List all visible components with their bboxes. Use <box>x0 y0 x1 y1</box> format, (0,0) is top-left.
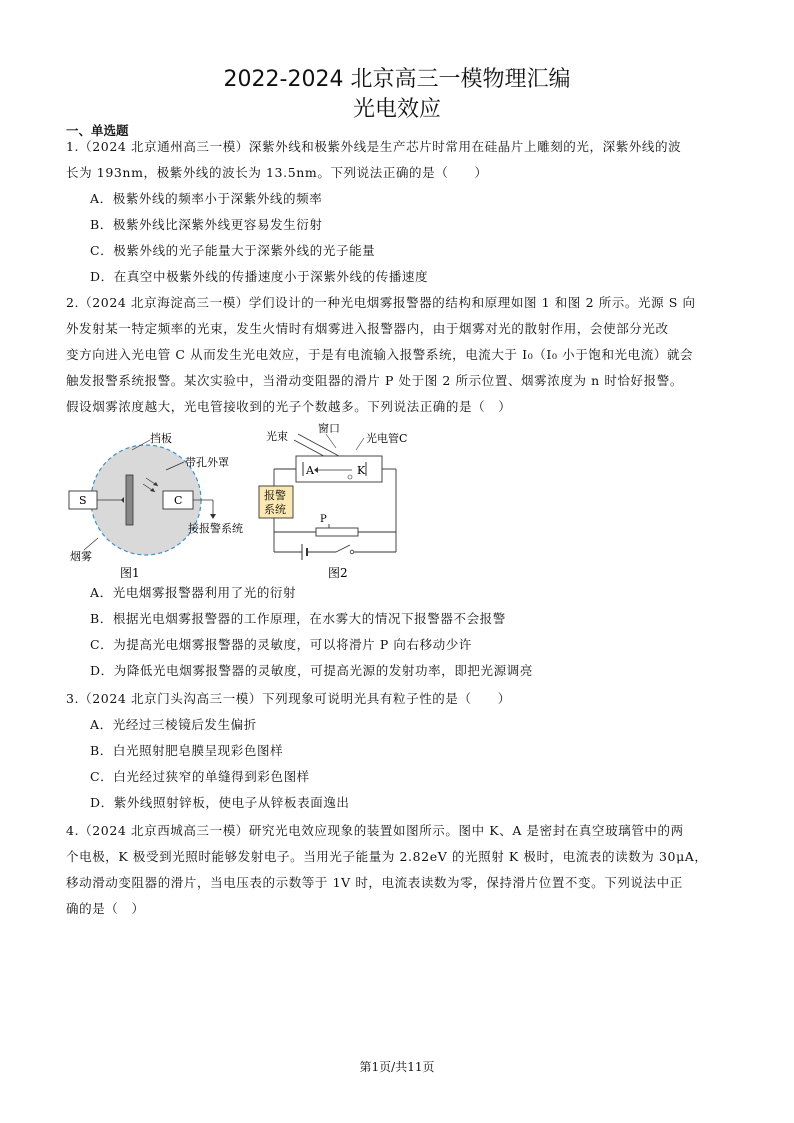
label-anode: A <box>306 464 314 477</box>
question-2-line: 2.（2024 北京海淀高三一模）学们设计的一种光电烟雾报警器的结构和原理如图 1 和图 2 所示。光源 S 向 <box>66 295 696 310</box>
figure-2 <box>259 421 407 580</box>
label-smoke: 烟雾 <box>70 550 92 563</box>
question-1-option-b: B．极紫外线比深紫外线更容易发生衍射 <box>90 217 323 232</box>
figure-1 <box>69 431 243 580</box>
question-4-line: 个电极，K 极受到光照时能够发射电子。当用光子能量为 2.82eV 的光照射 K 极时，电流表的读数为 30μA， <box>66 849 708 864</box>
question-2 <box>66 290 732 420</box>
question-3-line: 3.（2024 北京门头沟高三一模）下列现象可说明光具有粒子性的是（ ） <box>66 691 511 706</box>
question-2-line: 触发报警系统报警。某次实验中，当滑动变阻器的滑片 P 处于图 2 所示位置、烟雾浓度为 n 时恰好报警。 <box>66 373 683 388</box>
rheostat <box>316 528 358 536</box>
question-1 <box>66 134 732 186</box>
label-window: 窗口 <box>318 422 340 435</box>
label-s: S <box>79 494 87 507</box>
question-3-option-c: C．白光经过狭窄的单缝得到彩色图样 <box>90 769 310 784</box>
figure-2-caption: 图2 <box>328 566 348 580</box>
question-1-line: 长为 193nm，极紫外线的波长为 13.5nm。下列说法正确的是（ ） <box>66 165 488 180</box>
question-2-option-c: C．为提高光电烟雾报警器的灵敏度，可以将滑片 P 向右移动少许 <box>90 637 473 652</box>
question-3-option-a: A．光经过三棱镜后发生偏折 <box>90 717 257 732</box>
label-beam: 光束 <box>266 430 288 443</box>
question-4-line: 确的是（ ） <box>66 901 145 916</box>
question-2-figure <box>66 420 426 580</box>
label-cover: 带孔外罩 <box>185 456 229 469</box>
question-1-option-a: A．极紫外线的频率小于深紫外线的频率 <box>90 191 323 206</box>
question-2-option-d: D．为降低光电烟雾报警器的灵敏度，可提高光源的发射功率，即把光源调亮 <box>90 663 533 678</box>
question-2-line: 假设烟雾浓度越大，光电管接收到的光子个数越多。下列说法正确的是（ ） <box>66 399 512 414</box>
question-2-option-b: B．根据光电烟雾报警器的工作原理，在水雾大的情况下报警器不会报警 <box>90 611 506 626</box>
document-title: 2022-2024 北京高三一模物理汇编 <box>223 67 571 92</box>
question-3 <box>66 686 732 712</box>
document-subtitle: 光电效应 <box>352 97 441 122</box>
label-phototube: 光电管C <box>366 432 408 445</box>
question-1-line: 1.（2024 北京通州高三一模）深紫外线和极紫外线是生产芯片时常用在硅晶片上雕刻的光，深紫外线的波 <box>66 139 682 154</box>
label-output: 接报警系统 <box>188 522 243 535</box>
figure-1-caption: 图1 <box>120 566 140 580</box>
question-4 <box>66 818 732 922</box>
label-c: C <box>174 494 183 507</box>
question-2-option-a: A．光电烟雾报警器利用了光的衍射 <box>90 585 297 600</box>
question-1-option-d: D．在真空中极紫外线的传播速度小于深紫外线的传播速度 <box>90 269 429 284</box>
label-cathode: K <box>357 464 366 477</box>
question-4-line: 4.（2024 北京西城高三一模）研究光电效应现象的装置如图所示。图中 K、A 是密封在真空玻璃管中的两 <box>66 823 684 838</box>
question-2-line: 外发射某一特定频率的光束，发生火情时有烟雾进入报警器内，由于烟雾对光的散射作用，会使部分光改 <box>66 321 669 336</box>
label-alarm-line1: 报警 <box>264 489 286 502</box>
section-heading: 一、单选题 <box>66 123 129 138</box>
label-alarm-line2: 系统 <box>264 503 286 516</box>
label-slider-p: P <box>320 514 327 525</box>
page-footer: 第1页/共11页 <box>359 1060 435 1074</box>
label-baffle: 挡板 <box>150 432 172 445</box>
baffle-plate <box>126 475 133 525</box>
question-3-option-b: B．白光照射肥皂膜呈现彩色图样 <box>90 743 284 758</box>
question-3-option-d: D．紫外线照射锌板，使电子从锌板表面逸出 <box>90 795 350 810</box>
question-1-option-c: C．极紫外线的光子能量大于深紫外线的光子能量 <box>90 243 376 258</box>
question-2-line: 变方向进入光电管 C 从而发生光电效应，于是有电流输入报警系统，电流大于 I₀（I₀ 小于饱和光电流）就会 <box>66 347 694 362</box>
question-4-line: 移动滑动变阻器的滑片，当电压表的示数等于 1V 时，电流表读数为零，保持滑片位置不变。下列说法中正 <box>66 875 683 890</box>
